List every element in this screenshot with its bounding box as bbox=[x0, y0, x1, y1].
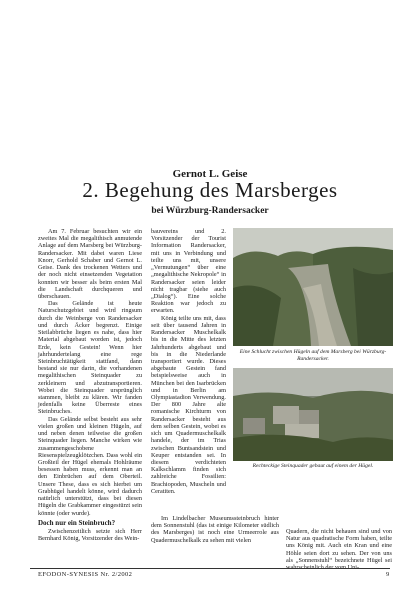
paragraph: Das Gelände selbst besteht aus sehr vielen großen und kleinen Hügeln, auf und neben denen teilweise die großen Steinquader liegen. Manche wirken wie zusammengeschobene Riesenspielzeugklötzchen. Dass wohl ein Großteil der Hügel ehemals Hohlräume besessen haben muss, erkennt man an den Einbrüchen auf dem Oberteil. Unsere These, dass es sich hierbei um Grabhügel handelt könne, wird dadurch natürlich unterstützt, dass bei diesen Hügeln die Grabkammer eingestürzt sein könnte (oder wurde). bbox=[38, 415, 142, 517]
text-column-2-continued bbox=[151, 515, 279, 544]
article-title: 2. Begehung des Marsberges bbox=[82, 178, 338, 202]
footer-divider bbox=[30, 568, 390, 569]
paragraph: Zwischenzeitlich setzte sich Herr Bernhard König, Vorsitzender des Wein- bbox=[38, 527, 142, 543]
article-subtitle: bei Würzburg-Randersacker bbox=[151, 206, 269, 216]
photo-stone-blocks bbox=[233, 368, 393, 461]
paragraph: Im Lindelbacher Museumssteinbruch hinter dem Sonnenstuhl (das ist einige Kilometer südlich des Marsberges) ist noch eine Urmeerrole aus Quadermuschelkalk zu sehen mit vielen bbox=[151, 515, 279, 544]
paragraph: König teilte uns mit, dass seit über tausend Jahren in Randersacker Muschelkalk bis in die Mitte des letzten Jahrhunderts abgebaut und bis in die Niederlande transportiert wurde. Dieses abgebaute Gestein fand beispielsweise auch in München bei den Isarbrücken und in Berlin am Olympiastadion Verwendung. Der 800 Jahre alte romanische Kirchturm von Randersacker besteht aus dem selben Gestein, wobei es sich um Quadermuschelkalk handele, der im Trias zwischen Buntsandstein und Keuper entstanden sei. In diesem verdichteten Kalkschlamm finden sich zahlreiche Fossilien: Brachiopoden, Muscheln und Ceratiten. bbox=[151, 314, 226, 495]
paragraph: Am 7. Februar besuchten wir ein zweites Mal die megalithisch anmutende Anlage auf dem Marsberg bei Würzburg-Randersacker. Mit dabei waren Liese Knorr, Gerhold Schaber und Gernot L. Geise. Dank des trockenen Wetters und der noch nicht einsetzenden Vegetation konnten wir besser als beim ersten Mal die Landschaft durchqueren und überschauen. bbox=[38, 228, 142, 300]
text-column-2 bbox=[151, 228, 226, 495]
photo-ravine bbox=[233, 228, 393, 346]
photo-caption: Rechteckige Steinquader gebaut auf einem der Hügel. bbox=[252, 463, 374, 469]
paragraph: bauvereins und 2. Vorsitzender der Tourist Information Randersacker, mit uns in Verbindung und teilte uns mit, unsere „Vermutungen“ über eine „megalithische Nekropole“ in Randersacker seien leider nicht tragbar (siehe auch „Dialog“). Eine solche Reaktion war jedoch zu erwarten. bbox=[151, 228, 226, 315]
landscape-image bbox=[233, 228, 393, 346]
page-number: 9 bbox=[386, 571, 390, 578]
text-column-3 bbox=[286, 528, 392, 571]
paragraph: Quadern, die nicht behauen sind und von Natur aus quadratische Form haben, teilte uns König mit. Auch ein Kran und eine Höhle seien dort zu sehen. Der von uns als „Sonnenstuhl“ bezeichnete Hügel sei wahrscheinlich der vom Uni- bbox=[286, 528, 392, 572]
author-name: Gernot L. Geise bbox=[172, 168, 248, 180]
publication-info: EFODON-SYNESIS Nr. 2/2002 bbox=[38, 571, 133, 578]
photo-caption: Eine Schlucht zwischen Hügeln auf dem Marsberg bei Würzburg-Randersacker. bbox=[239, 349, 387, 362]
section-heading: Doch nur ein Steinbruch? bbox=[38, 518, 116, 527]
landscape-image bbox=[233, 368, 393, 461]
text-column-1 bbox=[38, 228, 142, 542]
paragraph: Das Gelände ist heute Naturschutzgebiet und wird ringsum durch die Weinberge von Randersacker und durch Äcker begrenzt. Einige Steilabbrüche liegen es nahe, dass hier Material abgebaut worden ist, jedoch Erde, kein Gestein! Wenn hier jahrhundertelang eine rege Steinbruchtätigkeit stattfand, dann bestand sie nur darin, die vorhandenen megalithischen Steinquader zu zerkleinern und abzutransportieren. Wobei die Steinquader ursprünglich stammen, bleibt zu klären. Wir fanden jedenfalls keine Überreste eines Steinbruches. bbox=[38, 300, 142, 416]
